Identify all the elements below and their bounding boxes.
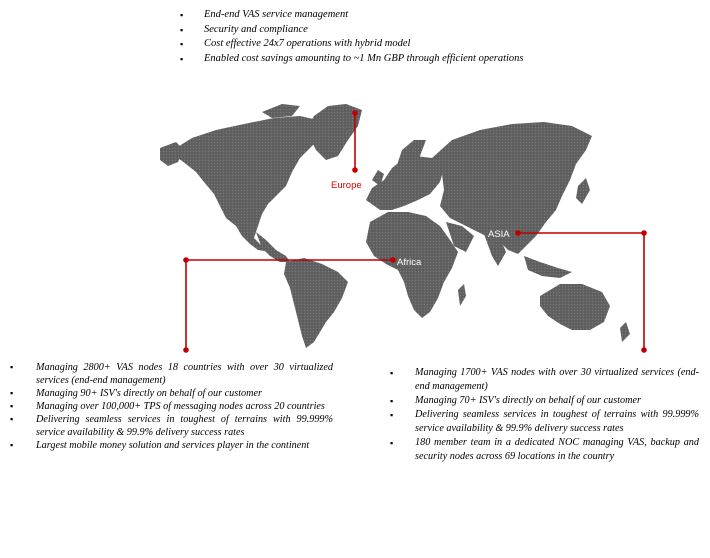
top-bullet-item: ▪ Enabled cost savings amounting to ~1 Mn GBP through efficient operations bbox=[180, 52, 524, 67]
top-bullet-item: ▪ Security and compliance bbox=[180, 23, 524, 38]
arctic-islands-shape bbox=[262, 104, 300, 118]
africa-label: Africa bbox=[397, 257, 422, 268]
asia-label: ASIA bbox=[488, 229, 510, 240]
top-bullet-item: ▪ End-end VAS service management bbox=[180, 8, 524, 23]
top-bullet-item: ▪ Cost effective 24x7 operations with hybrid model bbox=[180, 37, 524, 52]
japan-shape bbox=[576, 178, 590, 204]
africa-bullet-item: ▪ Managing 2800+ VAS nodes 18 countries with over 30 virtualized services (end-end management) bbox=[10, 361, 333, 387]
south-america-shape bbox=[284, 258, 348, 348]
africa-bullet-list bbox=[10, 361, 333, 452]
asia-bullet-item: ▪ 180 member team in a dedicated NOC managing VAS, backup and security nodes across 69 locations in the country bbox=[390, 436, 699, 464]
europe-label: Europe bbox=[331, 180, 362, 191]
southeast-asia-shape bbox=[524, 256, 572, 278]
asia-bullet-item: ▪ Managing 70+ ISV's directly on behalf of our customer bbox=[390, 394, 699, 408]
asia-bullet-item: ▪ Managing 1700+ VAS nodes with over 30 virtualized services (end-end management) bbox=[390, 366, 699, 394]
world-map bbox=[160, 104, 630, 348]
new-zealand-shape bbox=[620, 322, 630, 342]
africa-bullet-item: ▪ Managing 90+ ISV's directly on behalf of our customer bbox=[10, 387, 333, 400]
madagascar-shape bbox=[458, 284, 466, 306]
north-america-shape bbox=[176, 116, 324, 252]
africa-bullet-item: ▪ Managing over 100,000+ TPS of messaging nodes across 20 countries bbox=[10, 400, 333, 413]
africa-bullet-item: ▪ Largest mobile money solution and services player in the continent bbox=[10, 439, 333, 452]
asia-bullet-list bbox=[390, 366, 699, 464]
asia-bullet-item: ▪ Delivering seamless services in toughest of terrains with 99.999% service availability & 99.9% delivery success rates bbox=[390, 408, 699, 436]
africa-bullet-item: ▪ Delivering seamless services in toughest of terrains with 99.999% service availability & 99.9% delivery success rates bbox=[10, 413, 333, 439]
australia-shape bbox=[540, 284, 610, 330]
